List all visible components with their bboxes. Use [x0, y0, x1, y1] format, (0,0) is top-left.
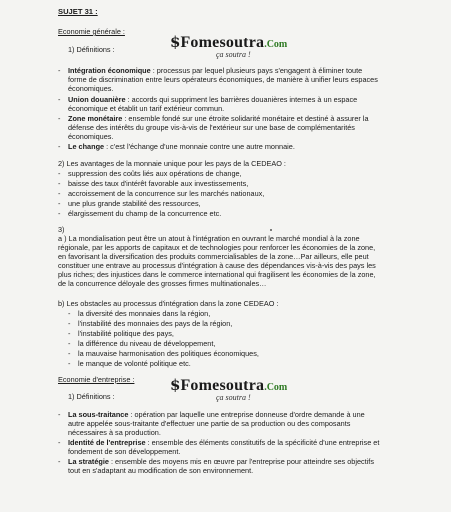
bullet-dash: - — [68, 309, 71, 318]
bullet-dash: - — [58, 189, 61, 198]
def-line: économiques. — [68, 84, 114, 93]
def-line: Le change : c'est l'échange d'une monnaie contre une autre monnaie. — [68, 142, 295, 151]
definitions-heading-2: 1) Définitions : — [68, 392, 115, 401]
bullet-dash: - — [58, 410, 61, 419]
def-line: autre appelée sous-traitante d'effectuer une partie de sa production ou des composants — [68, 419, 351, 428]
paragraph-line: de la concurrence déloyale des grosses firmes multinationales… — [58, 279, 267, 288]
logo-com: .Com — [264, 382, 288, 393]
definitions-heading-1: 1) Définitions : — [68, 45, 115, 54]
bullet-dash: - — [58, 179, 61, 188]
list-item: élargissement du champ de la concurrence etc. — [68, 209, 222, 218]
list-item: l'instabilité des monnaies des pays de la région, — [78, 319, 233, 328]
bullet-dash: - — [58, 457, 61, 466]
def-line: forme de discrimination entre leurs opérateurs économiques, de manière à unifier leurs espaces — [68, 75, 378, 84]
list-item: la mauvaise harmonisation des politiques économiques, — [78, 349, 259, 358]
paragraph-line: en favorisant la diversification des produits commercialisables de la zone…Par ailleurs, elle peut — [58, 252, 369, 261]
def-line: économiques. — [68, 132, 114, 141]
def-line: défense des intérêts du groupe vis-à-vis de l'extérieur sur une base de complémentarités — [68, 123, 355, 132]
list-item: baisse des taux d'intérêt favorable aux investissements, — [68, 179, 249, 188]
fomesoutra-logo-2 — [170, 376, 288, 402]
bullet-dash: - — [58, 209, 61, 218]
list-item: l'instabilité politique des pays, — [78, 329, 174, 338]
speck-mark — [270, 229, 272, 231]
q3-number: 3) — [58, 225, 65, 234]
def-line: Identité de l'entreprise : ensemble des éléments constitutifs de la spécificité d'une entreprise et — [68, 438, 380, 447]
bullet-dash: - — [58, 66, 61, 75]
q2-heading: 2) Les avantages de la monnaie unique pour les pays de la CEDEAO : — [58, 159, 286, 168]
fomesoutra-logo — [170, 33, 288, 59]
paragraph-line: plus riches; des injustices dans le commerce international qui fragilisent les économies de la zone, — [58, 270, 376, 279]
bullet-dash: - — [68, 359, 71, 368]
logo-name: Fomesoutra — [180, 34, 265, 51]
bullet-dash: - — [68, 349, 71, 358]
bullet-dash: - — [68, 329, 71, 338]
def-line: nécessaires à sa production. — [68, 428, 161, 437]
section-title-economie-entreprise: Economie d'entreprise : — [58, 375, 135, 384]
def-line: Intégration économique : processus par lequel plusieurs pays s'engagent à éliminer toute — [68, 66, 363, 75]
bullet-dash: - — [68, 319, 71, 328]
paragraph-line: régionale, par les apports de capitaux et de technologies pour renforcer les économies de la zone, — [58, 243, 376, 252]
bullet-dash: - — [58, 114, 61, 123]
list-item: accroissement de la concurrence sur les marchés nationaux, — [68, 189, 265, 198]
bullet-dash: - — [68, 339, 71, 348]
section-title-economie-generale: Economie générale : — [58, 27, 125, 36]
list-item: suppression des coûts liés aux opérations de change, — [68, 169, 242, 178]
bullet-dash: - — [58, 169, 61, 178]
paragraph-line: a ) La mondialisation peut être un atout à l'intégration en ouvrant le marché mondial à la zone — [58, 234, 360, 243]
def-line: tout en s'adaptant au modification de son environnement. — [68, 466, 254, 475]
def-line: La stratégie : ensemble des moyens mis en œuvre par l'entreprise pour atteindre ses objectifs — [68, 457, 374, 466]
list-item: la diversité des monnaies dans la région, — [78, 309, 211, 318]
logo-mark-icon: $ — [170, 33, 181, 51]
logo-mark-icon: $ — [170, 376, 181, 394]
paragraph-line: constituer une entrave au processus d'intégration à cause des dépendances vis-à-vis des pays les — [58, 261, 376, 270]
logo-tagline: ça soutra ! — [216, 50, 251, 59]
logo-com: .Com — [264, 39, 288, 50]
def-line: économique et établit un tarif extérieur commun. — [68, 104, 225, 113]
bullet-dash: - — [58, 199, 61, 208]
def-line: fondement de son développement. — [68, 447, 181, 456]
def-line: La sous-traitance : opération par laquelle une entreprise donneuse d'ordre demande à une — [68, 410, 365, 419]
list-item: la différence du niveau de développement, — [78, 339, 216, 348]
list-item: le manque de volonté politique etc. — [78, 359, 191, 368]
list-item: une plus grande stabilité des ressources, — [68, 199, 201, 208]
q3b-heading: b) Les obstacles au processus d'intégration dans la zone CEDEAO : — [58, 299, 279, 308]
logo-name: Fomesoutra — [180, 377, 265, 394]
def-line: Union douanière : accords qui suppriment les barrières douanières internes à un espace — [68, 95, 358, 104]
bullet-dash: - — [58, 438, 61, 447]
bullet-dash: - — [58, 95, 61, 104]
logo-tagline: ça soutra ! — [216, 393, 251, 402]
bullet-dash: - — [58, 142, 61, 151]
subject-heading: SUJET 31 : — [58, 7, 98, 16]
def-line: Zone monétaire : ensemble fondé sur une étroite solidarité monétaire et destiné à assurer la — [68, 114, 369, 123]
